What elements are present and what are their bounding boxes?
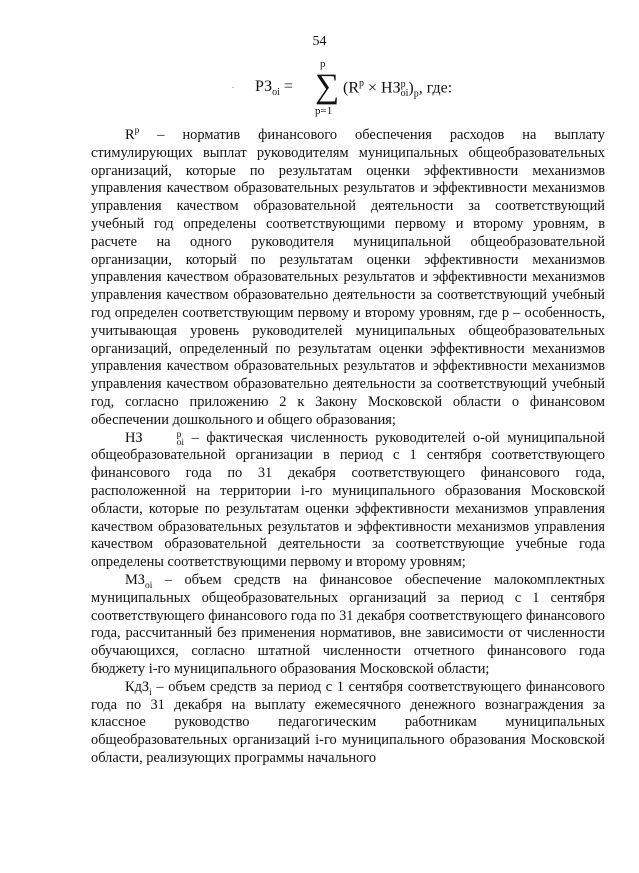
formula-nz-sub: oi — [400, 87, 409, 99]
definition-r — [91, 127, 605, 430]
formula-times: × НЗ — [368, 79, 401, 97]
definition-nz — [91, 430, 605, 572]
formula-equals: = — [283, 78, 293, 95]
symbol-nz-sup: p — [176, 429, 182, 440]
page-number: 54 — [312, 34, 327, 49]
formula-rhs — [343, 78, 452, 100]
symbol-kdz-sub: i — [149, 687, 152, 698]
formula-nz-sup: p — [400, 78, 406, 90]
definition-kdz-text: – объем средств за период с 1 сентября соответствующего финансового года по 31 декабря на выплату ежемесячного денежного вознаграждения за классное руководство педагогическим работникам муниципальных общеобразовательных организаций i-го муниципального образования Московской области, реализующих программы начального — [91, 678, 605, 766]
definition-nz-text: – фактическая численность руководителей o-ой муниципальной общеобразовательной организации в период с 1 сентября соответствующего финансового года по 31 декабря соответствующего финансового года, расположенной на территории i-го муниципального образования Московской области, которые по результатам оценки эффективности механизмов управления качеством образовательных результатов и эффективности механизмов управления качеством образовательной деятельности за соответствующие учебные года определены соответствующими первому и второму уровням; — [91, 429, 605, 571]
formula-r-sup: p — [359, 78, 364, 89]
symbol-nz-indices — [143, 431, 184, 447]
definition-mz-text: – объем средств на финансовое обеспечение малокомплектных муниципальных общеобразовательных организаций за период с 1 сентября соответствующего финансового года по 31 декабря соответствующего финансового года, рассчитанный без применения нормативов, вне зависимости от численности обучающихся, согласно штатной численности отчетного финансового года бюджету i-го муниципального образования Московской области; — [91, 571, 605, 677]
definition-kdz — [91, 679, 605, 768]
scan-speck: . — [232, 81, 234, 90]
formula-close: ) — [408, 79, 414, 97]
symbol-mz-sub: oi — [145, 580, 153, 591]
symbol-nz-sub: oi — [176, 437, 184, 448]
formula-lhs-base: РЗ — [255, 78, 273, 95]
formula-lhs-sub: oi — [272, 87, 280, 99]
symbol-nz: НЗ — [125, 429, 143, 446]
symbol-mz: МЗ — [125, 571, 146, 588]
formula-tail: , где: — [418, 79, 453, 97]
sum-symbol: ∑ — [315, 68, 340, 105]
definition-mz — [91, 572, 605, 679]
formula-open: (R — [343, 79, 359, 97]
formula-close-sub: p — [413, 88, 419, 100]
formula — [255, 58, 495, 118]
symbol-r: R — [125, 127, 135, 143]
sum-lower-limit: p=1 — [315, 105, 333, 117]
definition-r-text: – норматив финансового обеспечения расходов на выплату стимулирующих выплат руководителям муниципальных общеобразовательных организаций, которые по результатам оценки эффективности механизмов управления качеством образовательных результатов и эффективности механизмов управления качеством образовательной деятельности за соответствующий учебный год определены соответствующими первому и второму уровням, в расчете на одного руководителя муниципальной общеобразовательной организации, который по результатам оценки эффективности механизмов управления качеством образовательных результатов и эффективности механизмов управления качеством образовательно деятельности за соответствующий учебный год определен соответствующим первому и второму уровням, где p – особенность, учитывающая уровень руководителей муниципальных общеобразовательных организаций, определенный по результатам оценки эффективности механизмов управления качеством образовательных результатов и эффективности механизмов управления качеством образовательно деятельности за соответствующий учебный год, согласно приложению 2 к Закону Московской области о финансовом обеспечении дошкольного и общего образования; — [91, 127, 605, 428]
body-text — [91, 127, 605, 768]
formula-lhs — [255, 78, 293, 98]
symbol-kdz: КдЗ — [125, 678, 150, 695]
symbol-r-sup: p — [134, 126, 140, 137]
sum-upper-limit: p — [320, 58, 326, 70]
